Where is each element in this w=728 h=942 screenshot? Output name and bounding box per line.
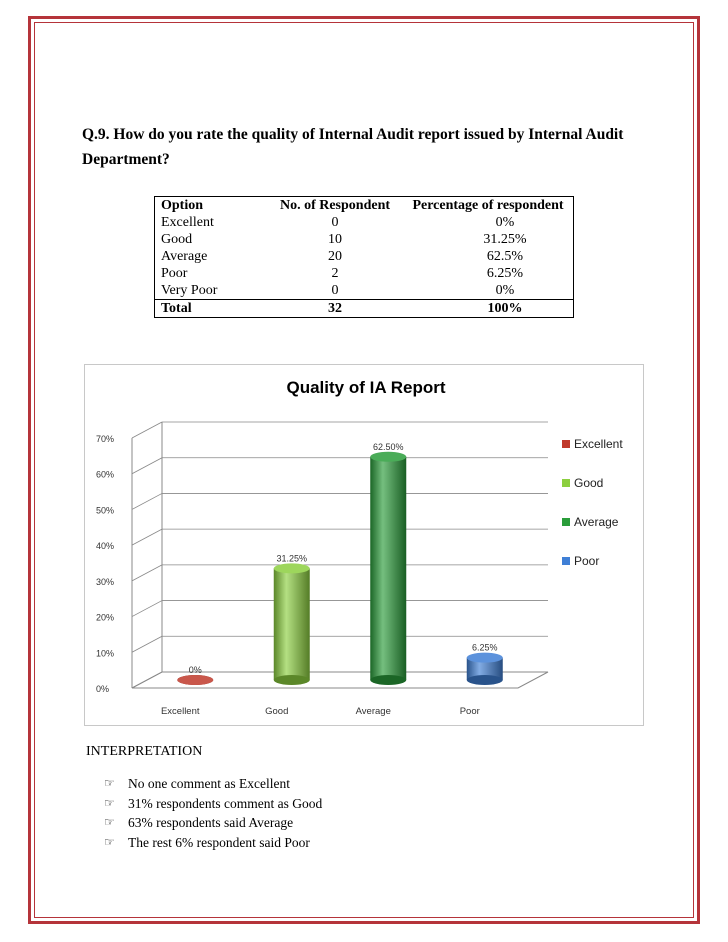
- data-label: 31.25%: [276, 553, 308, 564]
- bar-base: [467, 675, 503, 685]
- list-item-text: 63% respondents said Average: [128, 815, 294, 830]
- cell-percent: 0%: [495, 283, 515, 298]
- cell-count: 0: [331, 215, 339, 230]
- legend-label: Poor: [574, 554, 600, 568]
- data-label: 62.50%: [372, 441, 404, 452]
- bar-average: [370, 452, 406, 685]
- bar-top: [370, 452, 406, 462]
- bar-good: [274, 563, 310, 685]
- legend-swatch: [562, 479, 570, 487]
- header-percentage: Percentage of respondent: [412, 198, 564, 213]
- y-tick-label: 70%: [96, 434, 115, 444]
- legend-label: Good: [574, 476, 604, 490]
- total-count: 32: [267, 300, 403, 318]
- pointing-hand-icon: ☞: [104, 795, 115, 810]
- y-tick-label: 20%: [96, 612, 115, 623]
- total-percent: 100%: [403, 300, 574, 318]
- x-tick-label: Poor: [459, 706, 480, 717]
- y-tick-label: 60%: [96, 469, 115, 480]
- cell-option: Excellent: [161, 215, 214, 230]
- cell-option: Good: [161, 232, 193, 247]
- table-row: [155, 282, 574, 300]
- cell-percent: 0%: [495, 215, 515, 230]
- pointing-hand-icon: ☞: [104, 776, 115, 790]
- bar-base: [274, 675, 310, 685]
- legend-label: Average: [574, 515, 619, 529]
- legend-label: Excellent: [574, 437, 623, 451]
- x-tick-label: Average: [355, 706, 391, 717]
- data-label: 6.25%: [471, 642, 498, 653]
- x-tick-label: Excellent: [160, 706, 200, 717]
- question-heading: Q.9. How do you rate the quality of Internal Audit report issued by Internal Audit Department?: [82, 126, 624, 168]
- table-row: [155, 248, 574, 265]
- legend-swatch: [562, 518, 570, 526]
- list-item-text: No one comment as Excellent: [128, 776, 290, 791]
- cell-count: 0: [331, 283, 339, 298]
- y-tick-label: 10%: [96, 648, 115, 659]
- table-total-row: [155, 300, 574, 318]
- bar-body: [370, 457, 406, 680]
- quality-chart: [84, 364, 644, 726]
- data-label: 0%: [188, 665, 202, 675]
- cell-count: 10: [328, 232, 342, 247]
- table-row: [155, 214, 574, 231]
- table-row: [155, 265, 574, 282]
- bar-top: [177, 675, 213, 685]
- chart-title: Quality of IA Report: [286, 378, 446, 397]
- pointing-hand-icon: ☞: [104, 834, 115, 849]
- list-item: [104, 794, 322, 814]
- bar-excellent: [177, 675, 213, 685]
- list-item-text: 31% respondents comment as Good: [128, 795, 323, 811]
- bar-base: [370, 675, 406, 685]
- legend-swatch: [562, 440, 570, 448]
- bar-body: [274, 568, 310, 680]
- header-option: Option: [161, 198, 204, 213]
- cell-option: Very Poor: [161, 283, 218, 298]
- y-tick-label: 0%: [96, 684, 110, 694]
- x-tick-label: Good: [265, 706, 289, 717]
- legend-swatch: [562, 557, 570, 565]
- chart-frame: [85, 365, 644, 726]
- cell-count: 20: [328, 249, 342, 264]
- cell-percent: 6.25%: [486, 266, 524, 281]
- respondent-table: [154, 196, 574, 318]
- y-tick-label: 40%: [96, 541, 115, 552]
- cell-percent: 62.5%: [486, 249, 524, 264]
- header-respondents: No. of Respondent: [279, 198, 391, 213]
- cell-count: 2: [331, 266, 339, 281]
- list-item: [104, 774, 322, 794]
- bar-poor: [467, 653, 503, 685]
- pointing-hand-icon: ☞: [104, 815, 115, 829]
- list-item-text: The rest 6% respondent said Poor: [128, 834, 310, 850]
- list-item: [104, 813, 322, 833]
- y-tick-label: 30%: [96, 576, 115, 587]
- interpretation-title: INTERPRETATION: [86, 744, 203, 759]
- list-item: [104, 833, 322, 853]
- total-label: Total: [155, 300, 268, 318]
- y-tick-label: 50%: [96, 505, 115, 516]
- cell-option: Average: [161, 249, 208, 264]
- cell-option: Poor: [161, 266, 188, 281]
- bar-top: [467, 653, 503, 663]
- cell-percent: 31.25%: [483, 232, 527, 247]
- interpretation-list: [104, 774, 322, 852]
- table-header-row: [155, 197, 574, 215]
- bar-top: [274, 563, 310, 573]
- table-row: [155, 231, 574, 248]
